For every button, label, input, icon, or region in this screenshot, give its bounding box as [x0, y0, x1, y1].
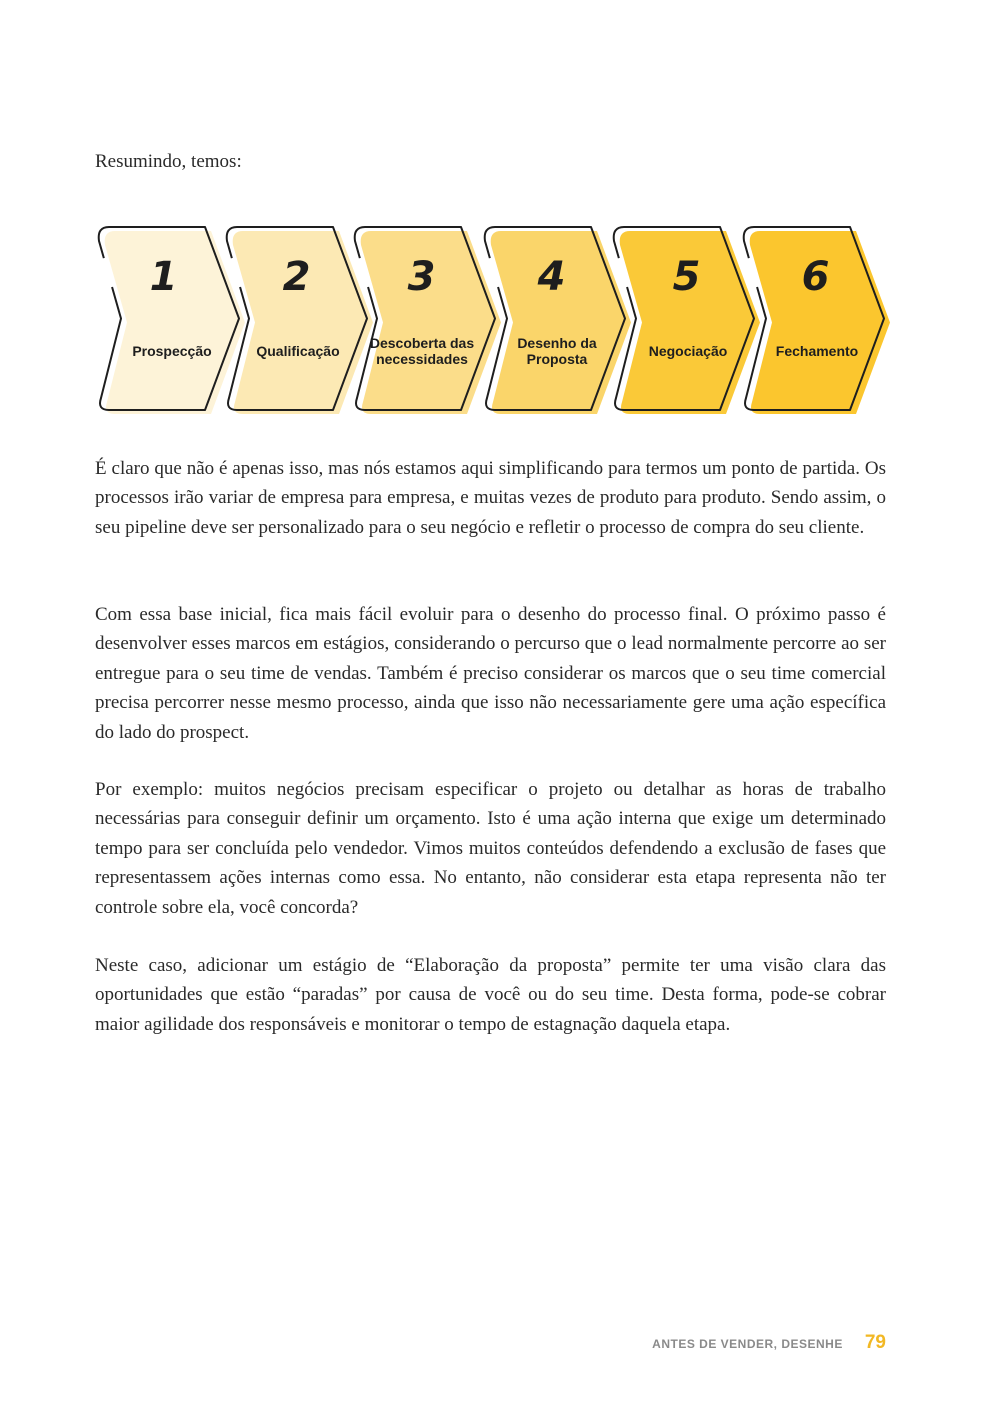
step-3-label: Descoberta das necessidades [369, 335, 475, 367]
intro-text: Resumindo, temos: [95, 151, 242, 172]
step-4-number: 4 [537, 254, 565, 300]
step-4-label: Desenho da Proposta [517, 335, 597, 367]
page-footer [652, 1332, 886, 1354]
step-6-number: 6 [801, 254, 829, 300]
paragraph-1: É claro que não é apenas isso, mas nós estamos aqui simplificando para termos um ponto de partida. Os processos irão variar de empresa para empresa, e muitas vezes de produto para produto. Sendo assim, o seu pipeline deve ser personalizado para o seu negócio e refletir o processo de compra do seu cliente. [95, 458, 886, 538]
process-chevrons [90, 215, 890, 420]
step-2-number: 2 [282, 254, 310, 300]
page-number: 79 [864, 1332, 886, 1353]
step-1-label: Prospecção [132, 343, 212, 359]
step-1-number: 1 [149, 254, 177, 300]
step-5-label: Negociação [648, 343, 728, 359]
paragraph-3: Por exemplo: muitos negócios precisam especificar o projeto ou detalhar as horas de trabalho necessárias para conseguir definir um orçamento. Isto é uma ação interna que exige um determinado tempo para ser concluída pelo vendedor. Vimos muitos conteúdos defendendo a exclusão de fases que representassem ações internas como essa. No entanto, não considerar esta etapa representa não ter controle sobre ela, você concorda? [95, 779, 886, 918]
paragraph-2: Com essa base inicial, fica mais fácil evoluir para o desenho do processo final. O próximo passo é desenvolver esses marcos em estágios, considerando o percurso que o lead normalmente percorre ao ser entregue para o seu time de vendas. Também é preciso considerar os marcos que o seu time comercial precisa percorrer nesse mesmo processo, ainda que isso não necessariamente gere uma ação específica do lado do prospect. [95, 604, 886, 743]
footer-title: ANTES DE VENDER, DESENHE [652, 1337, 843, 1351]
step-6-label: Fechamento [775, 343, 859, 359]
sales-process-diagram [90, 215, 890, 420]
step-2-label: Qualificação [256, 343, 340, 359]
step-5-number: 5 [672, 254, 700, 300]
step-3-number: 3 [407, 254, 435, 300]
paragraph-4: Neste caso, adicionar um estágio de “Elaboração da proposta” permite ter uma visão clara das oportunidades que estão “paradas” por causa de você ou do seu time. Desta forma, pode-se cobrar maior agilidade dos responsáveis e monitorar o tempo de estagnação daquela etapa. [95, 955, 886, 1035]
